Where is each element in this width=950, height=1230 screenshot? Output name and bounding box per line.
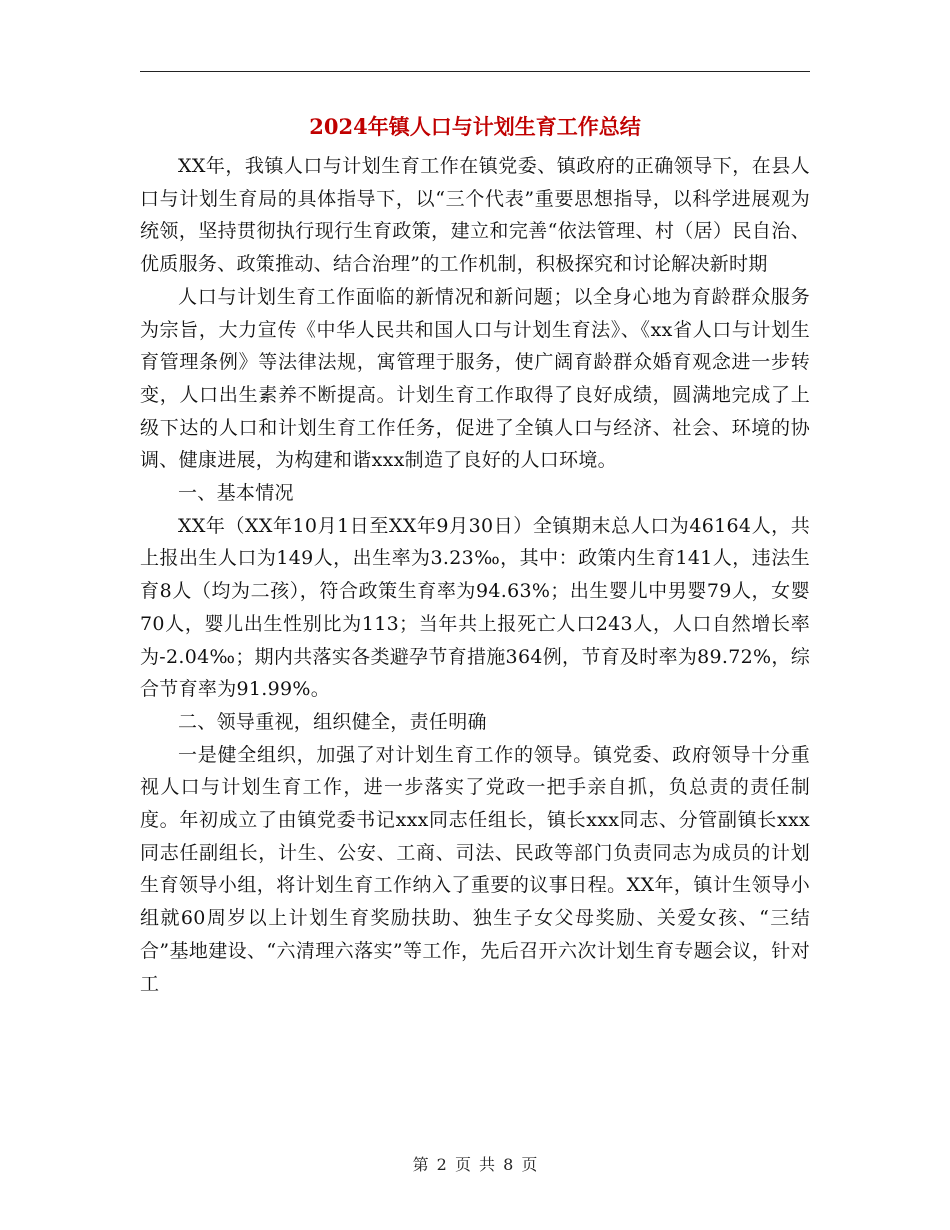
page-number-footer: 第 2 页 共 8 页 (412, 1155, 538, 1174)
paragraph-statistics: XX年（XX年10月1日至XX年9月30日）全镇期末总人口为46164人，共上报出生人口为149人，出生率为3.23‰，其中：政策内生育141人，违法生育8人（均为二孩），符合政策生育率为94.63%；出生婴儿中男婴79人，女婴70人，婴儿出生性别比为113；当年共上报死亡人口243人，人口自然增长率为-2.04‰；期内共落实各类避孕节育措施364例，节育及时率为89.72%，综合节育率为91.99%。 (140, 514, 810, 701)
document-title: 2024年镇人口与计划生育工作总结 (309, 114, 641, 139)
section-heading-basic-situation: 一、基本情况 (178, 482, 294, 505)
paragraph-new-situation: 人口与计划生育工作面临的新情况和新问题；以全身心地为育龄群众服务为宗旨，大力宣传《中华人民共和国人口与计划生育法》、《xx省人口与计划生育管理条例》等法律法规，寓管理于服务，使广阔育龄群众婚育观念进一步转变，人口出生素养不断提高。计划生育工作取得了良好成绩，圆满地完成了上级下达的人口和计划生育工作任务，促进了全镇人口与经济、社会、环境的协调、健康进展，为构建和谐xxx制造了良好的人口环境。 (140, 285, 810, 472)
header-rule (140, 71, 810, 72)
document-body (140, 150, 810, 1000)
section-heading-leadership: 二、领导重视，组织健全，责任明确 (178, 710, 487, 733)
paragraph-organization: 一是健全组织，加强了对计划生育工作的领导。镇党委、政府领导十分重视人口与计划生育工作，进一步落实了党政一把手亲自抓，负总责的责任制度。年初成立了由镇党委书记xxx同志任组长，镇长xxx同志、分管副镇长xxx同志任副组长，计生、公安、工商、司法、民政等部门负责同志为成员的计划生育领导小组，将计划生育工作纳入了重要的议事日程。XX年，镇计生领导小组就60周岁以上计划生育奖励扶助、独生子女父母奖励、关爱女孩、“三结合”基地建设、“六清理六落实”等工作，先后召开六次计划生育专题会议，针对工 (140, 743, 810, 995)
paragraph-intro: XX年，我镇人口与计划生育工作在镇党委、镇政府的正确领导下，在县人口与计划生育局的具体指导下，以“三个代表”重要思想指导，以科学进展观为统领，坚持贯彻执行现行生育政策，建立和完善“依法管理、村（居）民自治、优质服务、政策推动、结合治理”的工作机制，积极探究和讨论解决新时期 (140, 155, 810, 276)
